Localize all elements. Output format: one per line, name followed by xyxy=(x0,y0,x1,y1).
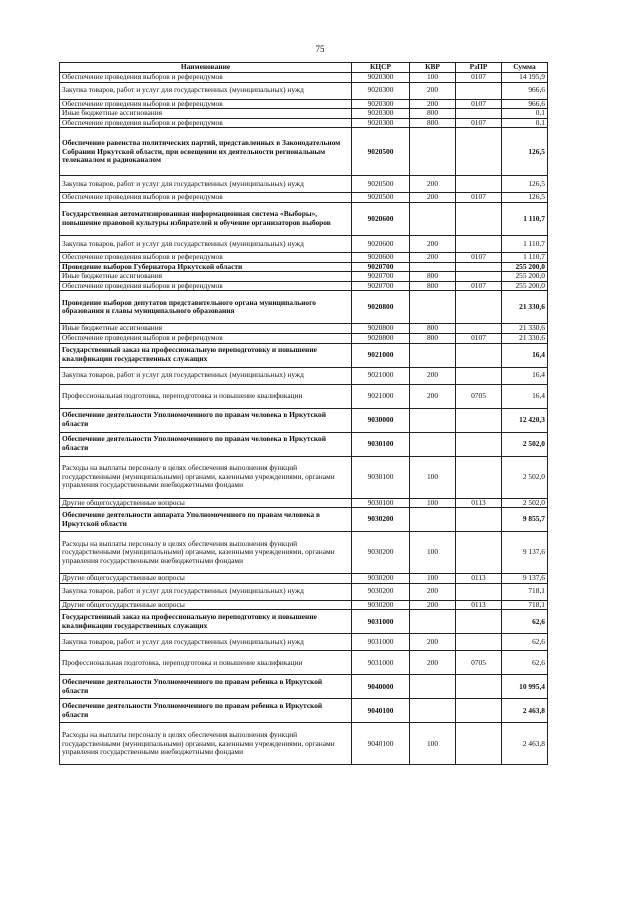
table-row xyxy=(60,600,548,610)
row-kvr-cell: 200 xyxy=(410,651,456,675)
row-rzpr-cell xyxy=(456,367,502,384)
row-kvr-cell: 100 xyxy=(410,498,456,508)
row-name-cell: Обеспечение равенства политических партий, представленных в Законодательном Собрании Иркутской области, при освещении их деятельности региональным телеканалом и радиоканалом xyxy=(60,128,352,176)
row-name-cell: Обеспечение проведения выборов и референдумов xyxy=(60,193,352,203)
row-kcsr-cell: 9031000 xyxy=(352,651,410,675)
row-rzpr-cell: 0107 xyxy=(456,99,502,109)
table-body xyxy=(60,73,548,765)
row-kcsr-cell: 9020800 xyxy=(352,324,410,334)
row-kcsr-cell: 9020300 xyxy=(352,118,410,128)
table-row xyxy=(60,408,548,432)
row-name-cell: Расходы на выплаты персоналу в целях обеспечения выполнения функций государственными (муниципальными) органами, казенными учреждениями, органами управления государственными внебюджетными фондами xyxy=(60,456,352,498)
row-kcsr-cell: 9020500 xyxy=(352,193,410,203)
row-name-cell: Другие общегосударственные вопросы xyxy=(60,498,352,508)
row-kcsr-cell: 9030100 xyxy=(352,432,410,456)
table-row xyxy=(60,291,548,324)
row-name-cell: Проведение выборов депутатов представительного органа муниципального образования и главы муниципального образования xyxy=(60,291,352,324)
row-sum-cell: 255 200,0 xyxy=(502,281,548,291)
row-sum-cell: 2 463,8 xyxy=(502,723,548,765)
row-kvr-cell: 100 xyxy=(410,532,456,574)
row-rzpr-cell: 0113 xyxy=(456,498,502,508)
row-sum-cell: 62,6 xyxy=(502,651,548,675)
row-kcsr-cell: 9020300 xyxy=(352,99,410,109)
row-kcsr-cell: 9020700 xyxy=(352,272,410,282)
row-kcsr-cell: 9021000 xyxy=(352,384,410,408)
table-row xyxy=(60,202,548,235)
row-sum-cell: 2 463,8 xyxy=(502,699,548,723)
page-number: 75 xyxy=(315,44,325,54)
row-sum-cell: 14 195,9 xyxy=(502,73,548,83)
table-row xyxy=(60,508,548,532)
row-name-cell: Государственная автоматизированная информационная система «Выборы», повышение правовой культуры избирателей и обучение организаторов выборов xyxy=(60,202,352,235)
row-name-cell: Другие общегосударственные вопросы xyxy=(60,574,352,584)
row-name-cell: Обеспечение проведения выборов и референдумов xyxy=(60,99,352,109)
row-kcsr-cell: 9030200 xyxy=(352,574,410,584)
row-kcsr-cell: 9020600 xyxy=(352,235,410,252)
header-rzpr: РзПР xyxy=(456,63,502,73)
row-kvr-cell: 100 xyxy=(410,73,456,83)
row-kvr-cell: 800 xyxy=(410,272,456,282)
row-rzpr-cell xyxy=(456,508,502,532)
row-name-cell: Обеспечение деятельности аппарата Уполномоченного по правам человека в Иркутской области xyxy=(60,508,352,532)
row-name-cell: Обеспечение деятельности Уполномоченного по правам ребенка в Иркутской области xyxy=(60,675,352,699)
row-name-cell: Обеспечение проведения выборов и референдумов xyxy=(60,252,352,262)
row-kvr-cell: 100 xyxy=(410,723,456,765)
row-rzpr-cell xyxy=(456,202,502,235)
row-kcsr-cell: 9020300 xyxy=(352,73,410,83)
row-sum-cell: 1 110,7 xyxy=(502,235,548,252)
table-row xyxy=(60,634,548,651)
row-rzpr-cell xyxy=(456,408,502,432)
row-kcsr-cell: 9030100 xyxy=(352,456,410,498)
row-sum-cell: 62,6 xyxy=(502,634,548,651)
row-sum-cell: 126,5 xyxy=(502,193,548,203)
row-rzpr-cell: 0107 xyxy=(456,193,502,203)
table-row xyxy=(60,73,548,83)
table-row xyxy=(60,281,548,291)
row-sum-cell: 12 420,3 xyxy=(502,408,548,432)
row-kcsr-cell: 9020500 xyxy=(352,128,410,176)
row-sum-cell: 2 502,0 xyxy=(502,432,548,456)
row-rzpr-cell xyxy=(456,272,502,282)
row-rzpr-cell: 0705 xyxy=(456,384,502,408)
row-sum-cell: 966,6 xyxy=(502,82,548,99)
table-row xyxy=(60,193,548,203)
row-sum-cell: 0,1 xyxy=(502,118,548,128)
row-kvr-cell: 200 xyxy=(410,583,456,600)
row-kcsr-cell: 9020700 xyxy=(352,262,410,272)
table-row xyxy=(60,384,548,408)
row-sum-cell: 16,4 xyxy=(502,343,548,367)
row-kvr-cell: 200 xyxy=(410,176,456,193)
row-kvr-cell: 200 xyxy=(410,99,456,109)
row-name-cell: Закупка товаров, работ и услуг для государственных (муниципальных) нужд xyxy=(60,367,352,384)
row-name-cell: Расходы на выплаты персоналу в целях обеспечения выполнения функций государственными (муниципальными) органами, казенными учреждениями, органами управления государственными внебюджетными фондами xyxy=(60,532,352,574)
row-sum-cell: 21 330,6 xyxy=(502,324,548,334)
row-sum-cell: 2 502,0 xyxy=(502,456,548,498)
row-kvr-cell xyxy=(410,343,456,367)
row-name-cell: Проведение выборов Губернатора Иркутской области xyxy=(60,262,352,272)
row-rzpr-cell: 0113 xyxy=(456,600,502,610)
row-sum-cell: 16,4 xyxy=(502,384,548,408)
row-sum-cell: 21 330,6 xyxy=(502,333,548,343)
row-sum-cell: 9 137,6 xyxy=(502,574,548,584)
header-row xyxy=(60,63,548,73)
row-kvr-cell: 800 xyxy=(410,118,456,128)
row-rzpr-cell xyxy=(456,176,502,193)
row-name-cell: Закупка товаров, работ и услуг для государственных (муниципальных) нужд xyxy=(60,82,352,99)
row-rzpr-cell xyxy=(456,456,502,498)
row-sum-cell: 9 855,7 xyxy=(502,508,548,532)
row-rzpr-cell: 0107 xyxy=(456,73,502,83)
row-rzpr-cell xyxy=(456,109,502,119)
row-name-cell: Государственный заказ на профессиональную переподготовку и повышение квалификации государственных служащих xyxy=(60,610,352,634)
row-kcsr-cell: 9030200 xyxy=(352,508,410,532)
table-row xyxy=(60,128,548,176)
table-row xyxy=(60,176,548,193)
row-kvr-cell xyxy=(410,432,456,456)
row-kvr-cell: 800 xyxy=(410,281,456,291)
row-kcsr-cell: 9040000 xyxy=(352,675,410,699)
row-sum-cell: 62,6 xyxy=(502,610,548,634)
header-name: Наименование xyxy=(60,63,352,73)
row-rzpr-cell xyxy=(456,128,502,176)
table-row xyxy=(60,333,548,343)
row-kcsr-cell: 9020300 xyxy=(352,82,410,99)
row-kcsr-cell: 9030100 xyxy=(352,498,410,508)
row-sum-cell: 21 330,6 xyxy=(502,291,548,324)
header-kvr: КВР xyxy=(410,63,456,73)
row-kvr-cell xyxy=(410,128,456,176)
row-sum-cell: 718,1 xyxy=(502,600,548,610)
row-kcsr-cell: 9040100 xyxy=(352,723,410,765)
row-kvr-cell xyxy=(410,202,456,235)
row-kvr-cell: 200 xyxy=(410,600,456,610)
row-rzpr-cell: 0107 xyxy=(456,252,502,262)
row-sum-cell: 1 110,7 xyxy=(502,252,548,262)
header-kcsr: КЦСР xyxy=(352,63,410,73)
table-row xyxy=(60,367,548,384)
row-name-cell: Закупка товаров, работ и услуг для государственных (муниципальных) нужд xyxy=(60,583,352,600)
row-rzpr-cell xyxy=(456,343,502,367)
row-sum-cell: 16,4 xyxy=(502,367,548,384)
row-kvr-cell: 200 xyxy=(410,193,456,203)
row-kvr-cell: 800 xyxy=(410,109,456,119)
table-row xyxy=(60,432,548,456)
row-rzpr-cell xyxy=(456,583,502,600)
row-kcsr-cell: 9020500 xyxy=(352,176,410,193)
table-row xyxy=(60,699,548,723)
row-sum-cell: 966,6 xyxy=(502,99,548,109)
row-name-cell: Иные бюджетные ассигнования xyxy=(60,324,352,334)
row-kvr-cell xyxy=(410,291,456,324)
table-row xyxy=(60,109,548,119)
row-rzpr-cell xyxy=(456,291,502,324)
row-sum-cell: 255 200,0 xyxy=(502,262,548,272)
row-name-cell: Профессиональная подготовка, переподготовка и повышение квалификации xyxy=(60,651,352,675)
row-name-cell: Иные бюджетные ассигнования xyxy=(60,109,352,119)
row-kvr-cell: 200 xyxy=(410,82,456,99)
table-row xyxy=(60,324,548,334)
row-kcsr-cell: 9030200 xyxy=(352,600,410,610)
row-kvr-cell: 200 xyxy=(410,384,456,408)
row-kvr-cell xyxy=(410,508,456,532)
table-row xyxy=(60,82,548,99)
table-row xyxy=(60,272,548,282)
row-kvr-cell: 800 xyxy=(410,324,456,334)
row-kvr-cell: 100 xyxy=(410,574,456,584)
row-name-cell: Обеспечение деятельности Уполномоченного по правам человека в Иркутской области xyxy=(60,408,352,432)
row-name-cell: Закупка товаров, работ и услуг для государственных (муниципальных) нужд xyxy=(60,634,352,651)
row-name-cell: Обеспечение проведения выборов и референдумов xyxy=(60,118,352,128)
row-name-cell: Государственный заказ на профессиональную переподготовку и повышение квалификации государственных служащих xyxy=(60,343,352,367)
table-row xyxy=(60,118,548,128)
table-row xyxy=(60,675,548,699)
row-kvr-cell: 200 xyxy=(410,252,456,262)
row-kcsr-cell: 9030000 xyxy=(352,408,410,432)
table-row xyxy=(60,498,548,508)
row-name-cell: Обеспечение деятельности Уполномоченного по правам человека в Иркутской области xyxy=(60,432,352,456)
row-sum-cell: 9 137,6 xyxy=(502,532,548,574)
row-rzpr-cell xyxy=(456,262,502,272)
row-name-cell: Другие общегосударственные вопросы xyxy=(60,600,352,610)
row-sum-cell: 126,5 xyxy=(502,128,548,176)
row-name-cell: Обеспечение проведения выборов и референдумов xyxy=(60,333,352,343)
table-row xyxy=(60,574,548,584)
row-rzpr-cell: 0113 xyxy=(456,574,502,584)
row-name-cell: Расходы на выплаты персоналу в целях обеспечения выполнения функций государственными (муниципальными) органами, казенными учреждениями, органами управления государственными внебюджетными фондами xyxy=(60,723,352,765)
table-header xyxy=(60,63,548,73)
row-kvr-cell: 200 xyxy=(410,367,456,384)
row-name-cell: Обеспечение проведения выборов и референдумов xyxy=(60,73,352,83)
table-row xyxy=(60,456,548,498)
row-kvr-cell: 200 xyxy=(410,235,456,252)
row-kcsr-cell: 9020700 xyxy=(352,281,410,291)
row-sum-cell: 718,1 xyxy=(502,583,548,600)
header-sum: Сумма xyxy=(502,63,548,73)
row-kvr-cell xyxy=(410,610,456,634)
row-rzpr-cell: 0107 xyxy=(456,118,502,128)
row-sum-cell: 1 110,7 xyxy=(502,202,548,235)
row-sum-cell: 0,1 xyxy=(502,109,548,119)
row-kvr-cell: 800 xyxy=(410,333,456,343)
table-row xyxy=(60,252,548,262)
row-name-cell: Обеспечение деятельности Уполномоченного по правам ребенка в Иркутской области xyxy=(60,699,352,723)
row-sum-cell: 10 995,4 xyxy=(502,675,548,699)
row-sum-cell: 255 200,0 xyxy=(502,272,548,282)
row-kcsr-cell: 9040100 xyxy=(352,699,410,723)
row-rzpr-cell xyxy=(456,723,502,765)
table-row xyxy=(60,723,548,765)
row-rzpr-cell xyxy=(456,235,502,252)
row-name-cell: Закупка товаров, работ и услуг для государственных (муниципальных) нужд xyxy=(60,176,352,193)
row-rzpr-cell: 0705 xyxy=(456,651,502,675)
budget-table xyxy=(59,62,548,765)
row-kcsr-cell: 9020600 xyxy=(352,202,410,235)
row-rzpr-cell xyxy=(456,432,502,456)
row-kcsr-cell: 9031000 xyxy=(352,634,410,651)
row-kcsr-cell: 9020600 xyxy=(352,252,410,262)
table-row xyxy=(60,610,548,634)
row-kcsr-cell: 9020800 xyxy=(352,333,410,343)
row-rzpr-cell xyxy=(456,532,502,574)
row-kvr-cell: 100 xyxy=(410,456,456,498)
row-rzpr-cell xyxy=(456,610,502,634)
row-kcsr-cell: 9030200 xyxy=(352,532,410,574)
row-name-cell: Профессиональная подготовка, переподготовка и повышение квалификации xyxy=(60,384,352,408)
row-kcsr-cell: 9020300 xyxy=(352,109,410,119)
row-kcsr-cell: 9031000 xyxy=(352,610,410,634)
table-row xyxy=(60,235,548,252)
row-rzpr-cell: 0107 xyxy=(456,333,502,343)
row-name-cell: Иные бюджетные ассигнования xyxy=(60,272,352,282)
row-kcsr-cell: 9020800 xyxy=(352,291,410,324)
row-rzpr-cell xyxy=(456,324,502,334)
table-row xyxy=(60,651,548,675)
row-rzpr-cell xyxy=(456,82,502,99)
row-sum-cell: 126,5 xyxy=(502,176,548,193)
row-rzpr-cell xyxy=(456,699,502,723)
row-kcsr-cell: 9021000 xyxy=(352,343,410,367)
row-rzpr-cell: 0107 xyxy=(456,281,502,291)
row-name-cell: Обеспечение проведения выборов и референдумов xyxy=(60,281,352,291)
row-kcsr-cell: 9030200 xyxy=(352,583,410,600)
table-row xyxy=(60,343,548,367)
row-kvr-cell: 200 xyxy=(410,634,456,651)
table-row xyxy=(60,532,548,574)
row-sum-cell: 2 502,0 xyxy=(502,498,548,508)
row-rzpr-cell xyxy=(456,675,502,699)
table-row xyxy=(60,583,548,600)
row-kvr-cell xyxy=(410,675,456,699)
row-kcsr-cell: 9021000 xyxy=(352,367,410,384)
row-rzpr-cell xyxy=(456,634,502,651)
row-kvr-cell xyxy=(410,408,456,432)
row-kvr-cell xyxy=(410,699,456,723)
row-name-cell: Закупка товаров, работ и услуг для государственных (муниципальных) нужд xyxy=(60,235,352,252)
